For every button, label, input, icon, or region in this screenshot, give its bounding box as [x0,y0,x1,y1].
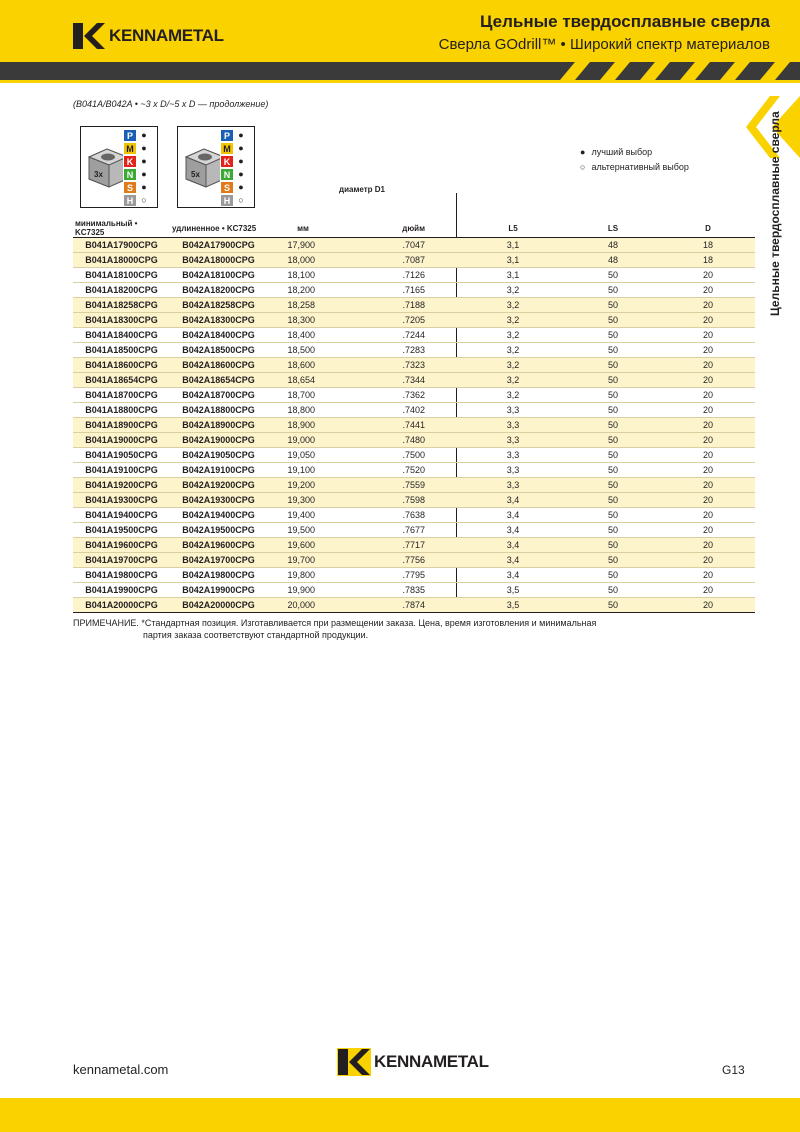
table-cell: .7323 [339,358,461,373]
material-grid [123,129,151,207]
table-cell: 50 [565,478,661,493]
footnote-line: партия заказа соответствуют стандартной продукции. [143,630,369,640]
table-cell: 18,800 [267,403,339,418]
material-grid [220,129,248,207]
logo-wordmark: KENNAMETAL [109,26,224,45]
table-cell: 20 [661,373,755,388]
table-cell: 20 [661,268,755,283]
table-cell: 50 [565,403,661,418]
table-header-row [73,219,755,238]
table-cell: B041A19500CPG [73,523,170,538]
table-cell: B042A19100CPG [170,463,267,478]
table-cell: .7795 [339,568,461,583]
table-row [73,583,755,598]
material-mark: ● [234,168,248,181]
material-mark: ● [234,181,248,194]
table-cell: 19,400 [267,508,339,523]
table-cell: 3,2 [461,328,565,343]
table-cell: 20 [661,493,755,508]
table-cell: .7362 [339,388,461,403]
table-cell: 19,000 [267,433,339,448]
table-row [73,373,755,388]
header-stripe [0,62,800,80]
table-cell: .7874 [339,598,461,613]
footnote-line: ПРИМЕЧАНИЕ. *Стандартная позиция. Изготавливается при размещении заказа. Цена, время изготовления и минимальная [73,618,597,628]
table-cell: 3,1 [461,253,565,268]
table-cell: B042A19600CPG [170,538,267,553]
material-mark: ● [137,142,151,155]
footer-logo [337,1048,489,1076]
material-mark: ● [137,129,151,142]
table-cell: B042A18900CPG [170,418,267,433]
col-header: минимальный • KC7325 [73,219,170,238]
table-cell: 3,5 [461,583,565,598]
table-cell: B041A18100CPG [73,268,170,283]
material-M: M [220,142,234,155]
table-cell: 19,050 [267,448,339,463]
table-cell: .7500 [339,448,461,463]
table-cell: 20 [661,418,755,433]
table-cell: 50 [565,493,661,508]
table-row [73,253,755,268]
table-cell: B042A18800CPG [170,403,267,418]
table-row [73,433,755,448]
table-cell: 20 [661,403,755,418]
table-cell: B041A19300CPG [73,493,170,508]
table-cell: 3,2 [461,373,565,388]
table-cell: 20,000 [267,598,339,613]
table-row [73,508,755,523]
col-header: удлиненное • KC7325 [170,219,267,238]
table-row [73,358,755,373]
table-cell: .7087 [339,253,461,268]
table-cell: 50 [565,343,661,358]
table-cell: 50 [565,538,661,553]
table-cell: 20 [661,388,755,403]
table-cell: 20 [661,328,755,343]
table-row [73,343,755,358]
col-header: дюйм [339,219,461,238]
table-cell: 20 [661,553,755,568]
material-mark: ● [234,142,248,155]
table-cell: 20 [661,343,755,358]
table-cell: 3,2 [461,298,565,313]
table-cell: B041A19900CPG [73,583,170,598]
table-cell: B041A18200CPG [73,283,170,298]
material-S: S [220,181,234,194]
table-cell: .7165 [339,283,461,298]
table-cell: B042A19900CPG [170,583,267,598]
table-row [73,523,755,538]
table-cell: 50 [565,313,661,328]
table-cell: .7283 [339,343,461,358]
table-cell: 20 [661,463,755,478]
table-cell: B042A19800CPG [170,568,267,583]
table-cell: 50 [565,448,661,463]
table-cell: 18,300 [267,313,339,328]
table-caption: (B041A/B042A • ~3 x D/~5 x D — продолжение) [73,99,269,109]
table-cell: 50 [565,268,661,283]
material-P: P [220,129,234,142]
table-cell: 48 [565,253,661,268]
table-cell: 18,258 [267,298,339,313]
table-cell: 18,500 [267,343,339,358]
table-cell: B042A17900CPG [170,238,267,253]
material-mark: ● [137,181,151,194]
table-cell: .7717 [339,538,461,553]
col-header: мм [267,219,339,238]
table-cell: B042A18600CPG [170,358,267,373]
table-cell: 19,800 [267,568,339,583]
table-cell: 50 [565,598,661,613]
footer-url: kennametal.com [73,1062,169,1077]
table-row [73,553,755,568]
table-cell: .7188 [339,298,461,313]
table-cell: 3,4 [461,523,565,538]
table-cell: 3,2 [461,283,565,298]
table-cell: 50 [565,298,661,313]
table-cell: B041A18800CPG [73,403,170,418]
table-row [73,403,755,418]
table-cell: 20 [661,448,755,463]
table-row [73,388,755,403]
table-cell: 3,2 [461,343,565,358]
page-number: G13 [722,1063,745,1077]
table-cell: 3,4 [461,553,565,568]
table-cell: B041A18700CPG [73,388,170,403]
table-cell: 20 [661,583,755,598]
material-N: N [220,168,234,181]
table-cell: .7480 [339,433,461,448]
material-mark: ● [234,129,248,142]
table-cell: B042A19050CPG [170,448,267,463]
table-cell: 18,400 [267,328,339,343]
material-mark: ○ [137,194,151,207]
table-cell: 3,2 [461,313,565,328]
material-N: N [123,168,137,181]
table-row [73,478,755,493]
table-cell: 18,654 [267,373,339,388]
table-cell: 18 [661,238,755,253]
table-cell: .7402 [339,403,461,418]
table-row [73,598,755,613]
table-cell: 50 [565,418,661,433]
material-H: H [220,194,234,207]
table-cell: .7559 [339,478,461,493]
table-cell: .7047 [339,238,461,253]
table-cell: 3,3 [461,403,565,418]
table-cell: 20 [661,358,755,373]
table-cell: 3,4 [461,568,565,583]
table-cell: .7344 [339,373,461,388]
table-cell: .7520 [339,463,461,478]
d1-header: диаметр D1 [339,185,385,194]
table-cell: 19,900 [267,583,339,598]
header-title-block [439,12,770,53]
table-cell: 3,5 [461,598,565,613]
table-cell: 50 [565,523,661,538]
table-cell: B041A19600CPG [73,538,170,553]
table-cell: B042A19500CPG [170,523,267,538]
table-cell: B042A18400CPG [170,328,267,343]
material-mark: ● [234,155,248,168]
header-underline [0,80,800,83]
table-cell: 48 [565,238,661,253]
table-cell: 50 [565,433,661,448]
filled-dot-icon: ● [580,147,586,157]
table-cell: B041A17900CPG [73,238,170,253]
table-cell: 3,3 [461,463,565,478]
table-cell: B042A18300CPG [170,313,267,328]
table-cell: B041A18000CPG [73,253,170,268]
table-cell: 3,3 [461,448,565,463]
table-cell: B042A19300CPG [170,493,267,508]
material-K: K [220,155,234,168]
table-cell: B041A18900CPG [73,418,170,433]
table-cell: .7126 [339,268,461,283]
kennametal-k-icon [72,22,106,50]
table-cell: B041A20000CPG [73,598,170,613]
table-row [73,418,755,433]
table-cell: .7756 [339,553,461,568]
table-cell: B041A19700CPG [73,553,170,568]
col-header: LS [565,219,661,238]
table-cell: 20 [661,568,755,583]
table-cell: 20 [661,538,755,553]
table-cell: B041A19050CPG [73,448,170,463]
table-cell: 20 [661,523,755,538]
table-cell: 20 [661,313,755,328]
table-row [73,463,755,478]
table-cell: B042A19200CPG [170,478,267,493]
table-cell: 3,2 [461,358,565,373]
table-cell: 3,1 [461,268,565,283]
table-cell: 19,200 [267,478,339,493]
table-cell: B042A19400CPG [170,508,267,523]
table-cell: B042A18200CPG [170,283,267,298]
table-row [73,568,755,583]
table-row [73,268,755,283]
table-cell: B042A18700CPG [170,388,267,403]
table-cell: B041A19000CPG [73,433,170,448]
material-K: K [123,155,137,168]
hollow-dot-icon: ○ [580,162,586,172]
table-cell: 3,3 [461,433,565,448]
table-cell: B041A19100CPG [73,463,170,478]
table-row [73,283,755,298]
table-cell: B042A19000CPG [170,433,267,448]
table-cell: 20 [661,283,755,298]
tool-icon-3x [80,126,158,208]
table-cell: 18,000 [267,253,339,268]
table-cell: .7835 [339,583,461,598]
logo-wordmark: KENNAMETAL [374,1052,489,1071]
depth-label: 5x [191,170,200,179]
table-cell: B042A18500CPG [170,343,267,358]
table-body [73,238,755,613]
table-cell: .7205 [339,313,461,328]
table-cell: 3,2 [461,388,565,403]
legend-alt: ○ альтернативный выбор [580,160,689,175]
table-cell: 18 [661,253,755,268]
table-cell: B042A18100CPG [170,268,267,283]
table-cell: B042A18654CPG [170,373,267,388]
table-row [73,538,755,553]
table-cell: 19,500 [267,523,339,538]
table-row [73,298,755,313]
col-header: D [661,219,755,238]
table-cell: 50 [565,508,661,523]
table-cell: B041A18400CPG [73,328,170,343]
table-cell: B041A18258CPG [73,298,170,313]
table-cell: B042A18000CPG [170,253,267,268]
material-M: M [123,142,137,155]
table-cell: 18,700 [267,388,339,403]
legend-best: ● лучший выбор [580,145,689,160]
table-cell: B042A18258CPG [170,298,267,313]
table-row [73,493,755,508]
tool-icon-5x [177,126,255,208]
table-cell: 20 [661,478,755,493]
table-cell: .7677 [339,523,461,538]
table-cell: 19,600 [267,538,339,553]
table-cell: B042A19700CPG [170,553,267,568]
table-cell: 20 [661,508,755,523]
material-mark: ○ [234,194,248,207]
table-cell: B041A18500CPG [73,343,170,358]
table-cell: 19,300 [267,493,339,508]
table-cell: 50 [565,283,661,298]
material-S: S [123,181,137,194]
depth-label: 3x [94,170,103,179]
table-cell: B041A18600CPG [73,358,170,373]
table-cell: .7244 [339,328,461,343]
table-cell: 18,900 [267,418,339,433]
table-cell: B041A19400CPG [73,508,170,523]
table-cell: 17,900 [267,238,339,253]
table-cell: 19,700 [267,553,339,568]
table-cell: B041A19200CPG [73,478,170,493]
table-cell: 50 [565,388,661,403]
side-tab [768,111,788,320]
table-cell: 50 [565,583,661,598]
table-cell: 3,1 [461,238,565,253]
legend [580,145,689,175]
table-cell: .7638 [339,508,461,523]
table-cell: B041A18300CPG [73,313,170,328]
table-cell: 50 [565,328,661,343]
col-header: L5 [461,219,565,238]
table-cell: 20 [661,298,755,313]
material-H: H [123,194,137,207]
table-cell: 3,4 [461,538,565,553]
table-cell: 50 [565,358,661,373]
material-mark: ● [137,168,151,181]
table-cell: 3,3 [461,418,565,433]
table-cell: 3,4 [461,493,565,508]
page-title: Цельные твердосплавные сверла [480,12,770,31]
table-row [73,313,755,328]
footer-band [0,1098,800,1132]
table-cell: .7598 [339,493,461,508]
table-cell: 19,100 [267,463,339,478]
table-cell: 20 [661,598,755,613]
table-cell: B041A18654CPG [73,373,170,388]
page-subtitle-header: Сверла GOdrill™ • Широкий спектр материалов [438,36,770,53]
table-row [73,238,755,253]
material-mark: ● [137,155,151,168]
table-row [73,328,755,343]
table-cell: 3,4 [461,508,565,523]
kennametal-k-icon [337,1048,371,1076]
footnote [73,617,613,641]
table-cell: 50 [565,373,661,388]
material-P: P [123,129,137,142]
table-cell: 18,600 [267,358,339,373]
table-cell: 50 [565,553,661,568]
table-cell: B041A19800CPG [73,568,170,583]
table-cell: 20 [661,433,755,448]
drill-table [73,219,755,613]
kennametal-logo [72,22,224,50]
table-row [73,448,755,463]
table-cell: 3,3 [461,478,565,493]
table-cell: 50 [565,568,661,583]
table-cell: 18,200 [267,283,339,298]
table-cell: B042A20000CPG [170,598,267,613]
table-cell: 18,100 [267,268,339,283]
table-cell: 50 [565,463,661,478]
side-tab-label: Цельные твердосплавные сверла [768,111,782,316]
table-cell: .7441 [339,418,461,433]
